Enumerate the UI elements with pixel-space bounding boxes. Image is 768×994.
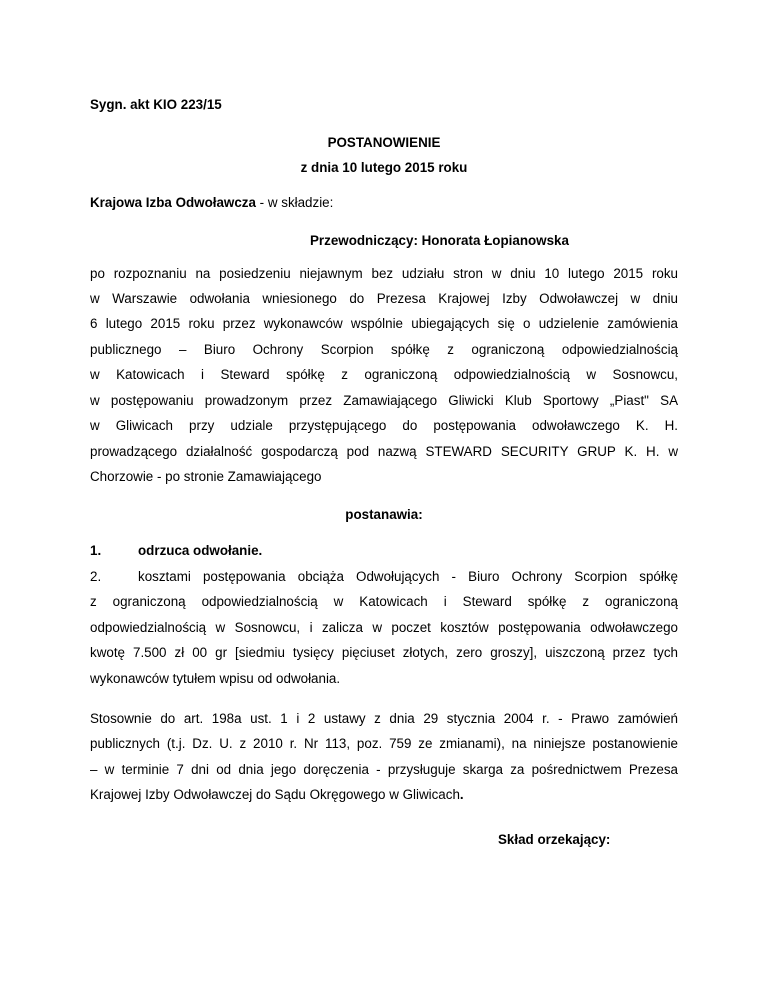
chair-line: Przewodniczący: Honorata Łopianowska bbox=[310, 233, 569, 248]
intro-line: w Katowicach i Steward spółkę z ograniczoną odpowiedzialnością w Sosnowcu, bbox=[90, 367, 678, 382]
intro-line: po rozpoznaniu na posiedzeniu niejawnym bez udziału stron w dniu 10 lutego 2015 roku bbox=[90, 266, 678, 281]
document-date: z dnia 10 lutego 2015 roku bbox=[300, 160, 468, 175]
item-2-line: kwotę 7.500 zł 00 gr [siedmiu tysięcy pięciuset złotych, zero groszy], uiszczoną przez tych bbox=[90, 645, 678, 660]
chamber-line bbox=[90, 195, 333, 210]
appeal-line-last bbox=[90, 787, 464, 802]
intro-line: publicznego – Biuro Ochrony Scorpion spółkę z ograniczoną odpowiedzialnością bbox=[90, 342, 678, 357]
item-2-line: wykonawców tytułem wpisu od odwołania. bbox=[90, 671, 341, 686]
intro-line: prowadzącego działalność gospodarczą pod nazwą STEWARD SECURITY GRUP K. H. w bbox=[90, 444, 678, 459]
chamber-suffix: - w składzie: bbox=[255, 195, 334, 210]
item-2-line: z ograniczoną odpowiedzialnością w Katowicach i Steward spółkę z ograniczoną bbox=[90, 594, 678, 609]
panel-signature-label: Skład orzekający: bbox=[498, 832, 611, 847]
case-signature: Sygn. akt KIO 223/15 bbox=[90, 97, 222, 112]
item-2-number: 2. bbox=[90, 569, 102, 584]
intro-line: Chorzowie - po stronie Zamawiającego bbox=[90, 469, 322, 484]
item-2-line: odpowiedzialnością w Sosnowcu, i zalicza w poczet kosztów postępowania odwoławczego bbox=[90, 620, 678, 635]
appeal-period: . bbox=[459, 787, 464, 802]
appeal-last-text: Krajowej Izby Odwoławczej do Sądu Okręgowego w Gliwicach bbox=[90, 787, 460, 802]
intro-line: w postępowaniu prowadzonym przez Zamawiającego Gliwicki Klub Sportowy „Piast" SA bbox=[90, 393, 678, 408]
intro-line: w Warszawie odwołania wniesionego do Prezesa Krajowej Izby Odwoławczej w dniu bbox=[90, 291, 678, 306]
appeal-line: – w terminie 7 dni od dnia jego doręczenia - przysługuje skarga za pośrednictwem Prezesa bbox=[90, 762, 678, 777]
decides-heading: postanawia: bbox=[345, 507, 423, 522]
item-2-text: kosztami postępowania obciąża Odwołujących - Biuro Ochrony Scorpion spółkę bbox=[138, 569, 678, 584]
appeal-line: publicznych (t.j. Dz. U. z 2010 r. Nr 113, poz. 759 ze zmianami), na niniejsze postanowienie bbox=[90, 736, 678, 751]
document-title: POSTANOWIENIE bbox=[327, 135, 441, 150]
appeal-line: Stosownie do art. 198a ust. 1 i 2 ustawy z dnia 29 stycznia 2004 r. - Prawo zamówień bbox=[90, 711, 678, 726]
intro-line: w Gliwicach przy udziale przystępującego do postępowania odwoławczego K. H. bbox=[90, 418, 678, 433]
intro-line: 6 lutego 2015 roku przez wykonawców wspólnie ubiegających się o udzielenie zamówienia bbox=[90, 316, 678, 331]
chamber-name: Krajowa Izba Odwoławcza bbox=[90, 195, 256, 210]
item-1-text: odrzuca odwołanie. bbox=[138, 543, 263, 558]
item-1-number: 1. bbox=[90, 543, 102, 558]
